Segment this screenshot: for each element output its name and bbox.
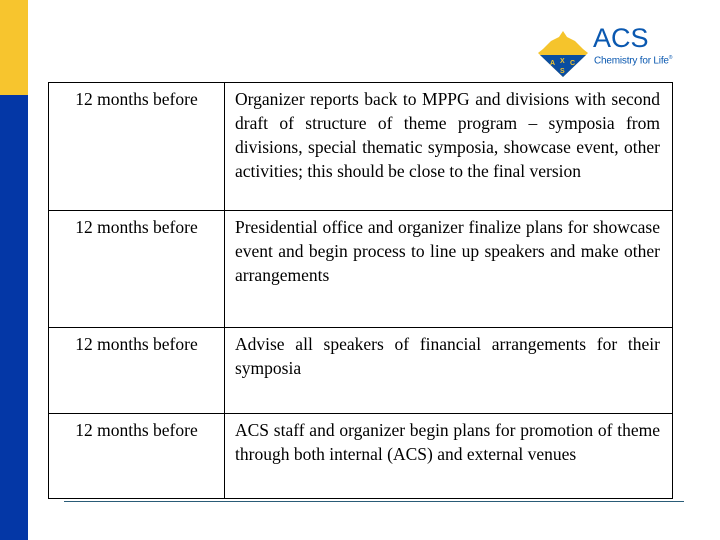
timing-cell: 12 months before [49, 83, 225, 211]
sidebar-accent-top [0, 0, 28, 95]
svg-text:C: C [570, 60, 576, 67]
task-cell: ACS staff and organizer begin plans for promotion of theme through both internal (ACS) and external venues [225, 414, 673, 499]
acs-logo [535, 23, 695, 79]
svg-text:S: S [560, 68, 565, 75]
sidebar-accent-bottom [0, 95, 28, 540]
timing-cell: 12 months before [49, 211, 225, 328]
table-row [49, 211, 673, 328]
logo-tagline: Chemistry for Life® [594, 55, 673, 67]
table-row [49, 83, 673, 211]
svg-text:X: X [560, 58, 565, 65]
task-cell: Organizer reports back to MPPG and divisions with second draft of structure of theme program – symposia from divisions, special thematic symposia, showcase event, other activities; this should be close to the final version [225, 83, 673, 211]
table-row [49, 414, 673, 499]
timing-cell: 12 months before [49, 414, 225, 499]
svg-text:A: A [550, 60, 556, 67]
schedule-table [48, 82, 673, 499]
task-cell: Presidential office and organizer finalize plans for showcase event and begin process to line up speakers and make other arrangements [225, 211, 673, 328]
timing-cell: 12 months before [49, 328, 225, 414]
logo-wordmark: ACS [593, 23, 649, 53]
table-row [49, 328, 673, 414]
footer-divider [64, 501, 684, 502]
task-cell: Advise all speakers of financial arrangements for their symposia [225, 328, 673, 414]
acs-emblem-icon [535, 27, 591, 79]
